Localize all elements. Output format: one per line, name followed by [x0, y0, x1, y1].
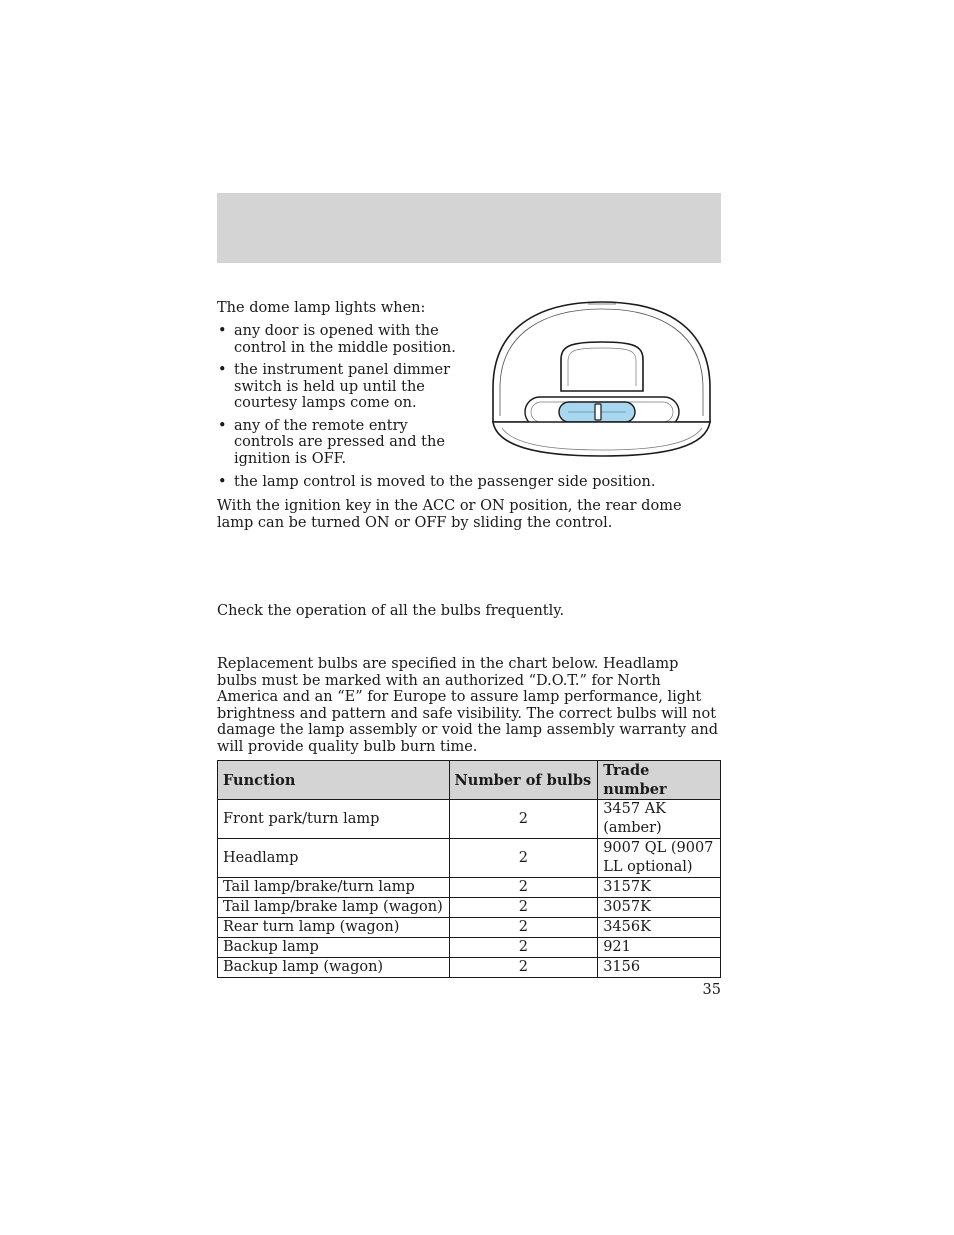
cell-trade-number: 3156	[598, 958, 721, 978]
replacement-bulbs-paragraph: Replacement bulbs are specified in the chart below. Headlamp bulbs must be marked with an authorized “D.O.T.” for North America and an “E” for Europe to assure lamp performance, light brightness and pattern and safe visibility. The correct bulbs will not damage the lamp assembly or void the lamp assembly warranty and will provide quality bulb burn time.	[217, 656, 719, 755]
list-item: • any door is opened with the control in the middle position.	[218, 323, 456, 356]
dome-lamp-illustration	[488, 298, 716, 460]
table-header-row	[218, 761, 721, 800]
table-row	[218, 918, 721, 938]
column-header-function: Function	[218, 761, 450, 800]
cell-trade-number: 9007 QL (9007 LL optional)	[598, 839, 721, 878]
cell-trade-number: 3456K	[598, 918, 721, 938]
cell-function: Headlamp	[218, 839, 450, 878]
check-bulbs-note: Check the operation of all the bulbs frequently.	[217, 603, 565, 619]
cell-number-of-bulbs: 2	[449, 938, 598, 958]
section-header-band	[217, 193, 721, 263]
table-row	[218, 878, 721, 898]
dome-lamp-intro: The dome lamp lights when:	[217, 300, 426, 316]
cell-function: Rear turn lamp (wagon)	[218, 918, 450, 938]
cell-trade-number: 3057K	[598, 898, 721, 918]
cell-trade-number: 3457 AK (amber)	[598, 800, 721, 839]
table-row	[218, 800, 721, 839]
ignition-note: With the ignition key in the ACC or ON position, the rear dome lamp can be turned ON or OFF by sliding the control.	[217, 498, 682, 531]
cell-number-of-bulbs: 2	[449, 898, 598, 918]
cell-number-of-bulbs: 2	[449, 800, 598, 839]
cell-number-of-bulbs: 2	[449, 878, 598, 898]
cell-function: Tail lamp/brake lamp (wagon)	[218, 898, 450, 918]
cell-function: Tail lamp/brake/turn lamp	[218, 878, 450, 898]
dome-lamp-conditions-list-continued	[217, 474, 721, 497]
column-header-number-of-bulbs: Number of bulbs	[449, 761, 598, 800]
dome-lamp-conditions-list	[217, 323, 467, 473]
table-row	[218, 958, 721, 978]
cell-number-of-bulbs: 2	[449, 958, 598, 978]
cell-function: Backup lamp	[218, 938, 450, 958]
cell-number-of-bulbs: 2	[449, 839, 598, 878]
cell-function: Front park/turn lamp	[218, 800, 450, 839]
cell-number-of-bulbs: 2	[449, 918, 598, 938]
table-row	[218, 839, 721, 878]
cell-trade-number: 3157K	[598, 878, 721, 898]
cell-function: Backup lamp (wagon)	[218, 958, 450, 978]
column-header-trade-number: Trade number	[598, 761, 721, 800]
table-row	[218, 898, 721, 918]
cell-trade-number: 921	[598, 938, 721, 958]
list-item: • any of the remote entry controls are pressed and the ignition is OFF.	[218, 417, 445, 467]
page-number: 35	[702, 982, 721, 998]
list-item: • the lamp control is moved to the passenger side position.	[218, 474, 656, 490]
list-item: • the instrument panel dimmer switch is held up until the courtesy lamps come on.	[218, 362, 450, 411]
table-row	[218, 938, 721, 958]
bulb-specification-table	[217, 760, 721, 978]
